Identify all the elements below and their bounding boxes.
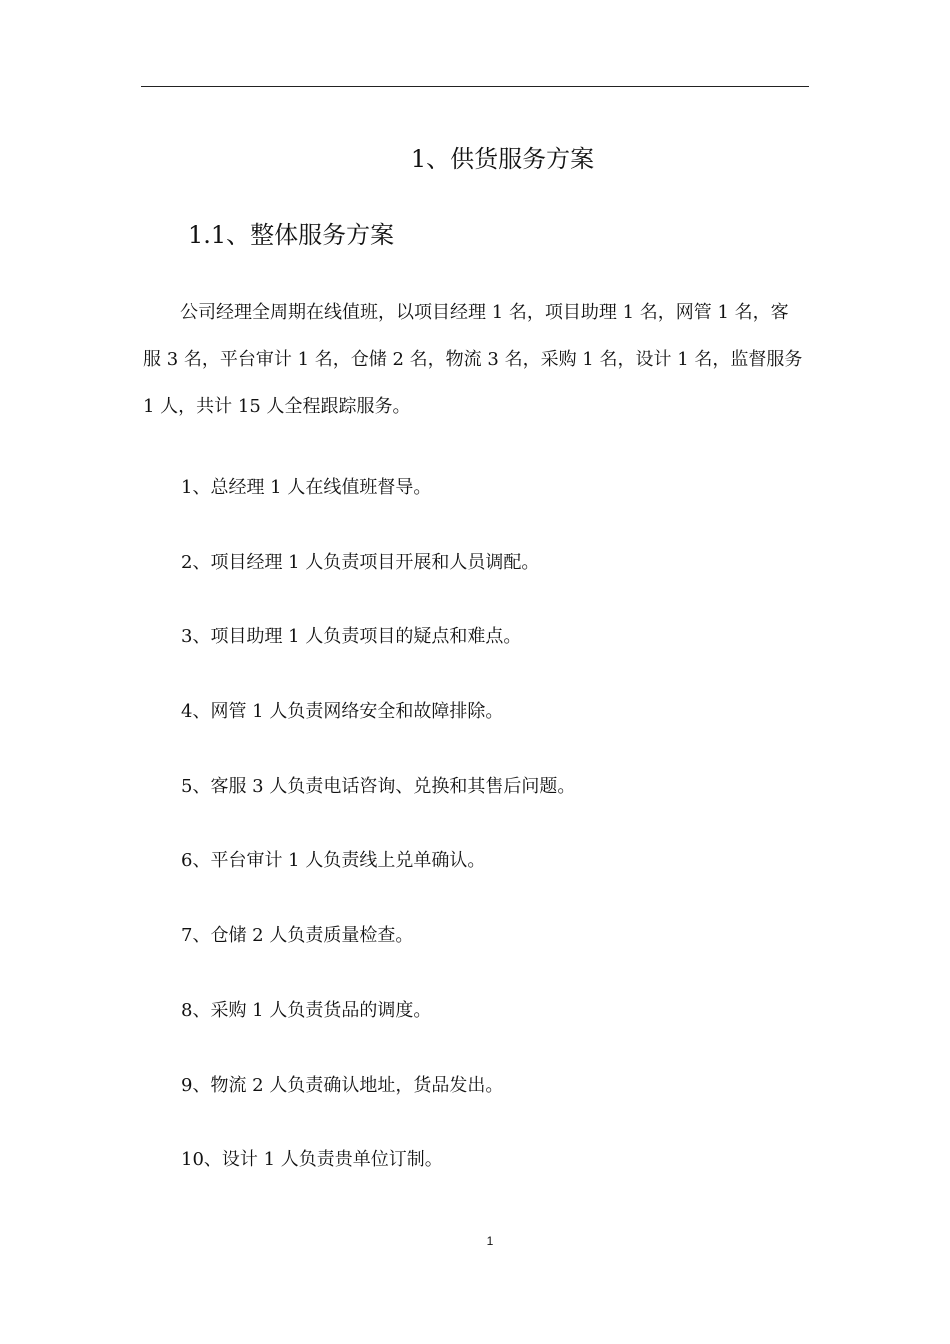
list-item: 7、仓储 2 人负责质量检查。 <box>181 925 414 947</box>
intro-line: 公司经理全周期在线值班，以项目经理 1 名，项目助理 1 名，网管 1 名，客 <box>180 302 789 323</box>
header-rule <box>141 86 809 87</box>
list-item: 5、客服 3 人负责电话咨询、兑换和其售后问题。 <box>181 775 576 797</box>
document-title: 1、供货服务方案 <box>410 145 595 173</box>
list-item: 9、物流 2 人负责确认地址，货品发出。 <box>181 1074 504 1096</box>
list-item: 1、总经理 1 人在线值班督导。 <box>181 477 432 498</box>
intro-line: 服 3 名，平台审计 1 名，仓储 2 名，物流 3 名，采购 1 名，设计 1 名，监督服务 <box>143 349 803 370</box>
list-item: 4、网管 1 人负责网络安全和故障排除。 <box>181 701 504 723</box>
list-item: 10、设计 1 人负责贵单位订制。 <box>181 1149 443 1171</box>
list-item: 6、平台审计 1 人负责线上兑单确认。 <box>181 850 486 872</box>
list-item: 3、项目助理 1 人负责项目的疑点和难点。 <box>181 626 522 648</box>
page-number: 1 <box>486 1234 494 1248</box>
responsibility-list <box>181 472 575 1219</box>
intro-paragraph <box>143 297 807 438</box>
section-title: 1.1、整体服务方案 <box>188 221 395 249</box>
list-item: 8、采购 1 人负责货品的调度。 <box>181 999 432 1021</box>
list-item: 2、项目经理 1 人负责项目开展和人员调配。 <box>181 551 540 573</box>
intro-line: 1 人，共计 15 人全程跟踪服务。 <box>143 396 411 417</box>
